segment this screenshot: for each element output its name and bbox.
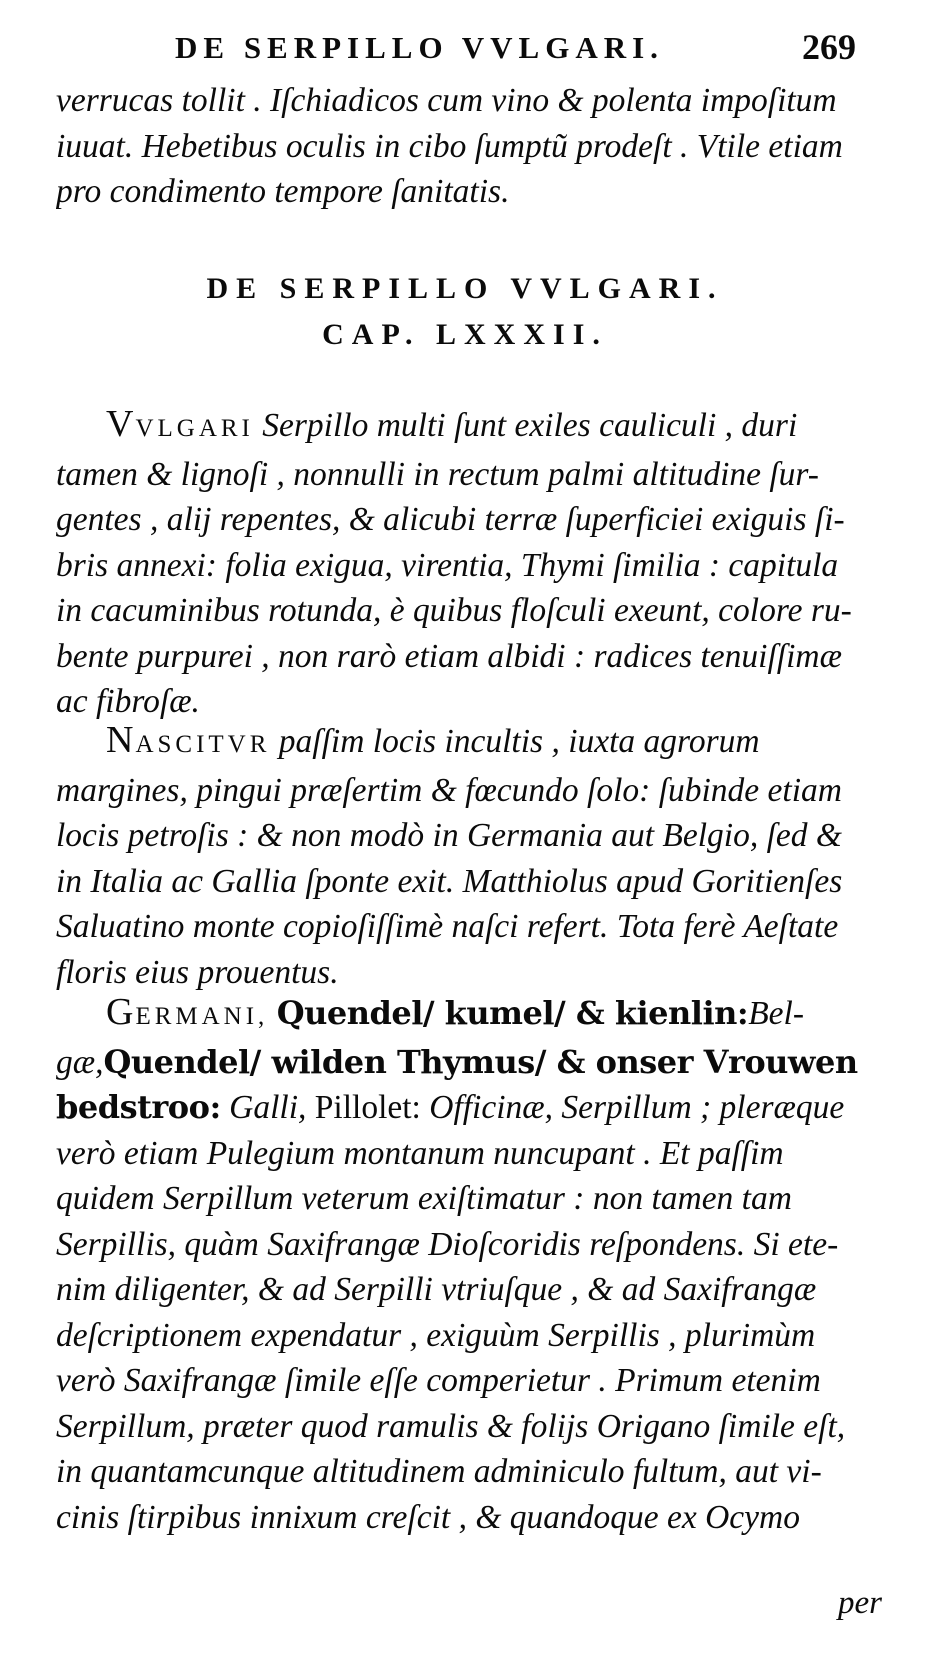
text-line: ac fibroſæ. — [56, 683, 200, 720]
text-line: in Italia ac Gallia ſponte exit. Matthiolus apud Goritienſes — [56, 862, 843, 900]
lead-word: NASCITVR — [106, 719, 271, 761]
page-number: 269 — [802, 27, 856, 67]
text-line: GERMANI, Quendel/ kumel/ & kienlin:Bel- — [106, 991, 804, 1033]
text-line: VVLGARI Serpillo multi ſunt exiles cauliculi , duri — [106, 403, 798, 445]
text-line: floris eius prouentus. — [56, 953, 339, 991]
text-line: Serpillis, quàm Saxifrangæ Dioſcoridis reſpondens. Si ete- — [56, 1225, 839, 1263]
chapter-number: CAP. LXXXII. — [322, 318, 608, 351]
text-line: in cacuminibus rotunda, è quibus floſculi exeunt, colore ru- — [56, 592, 852, 629]
dutch-names: Quendel/ wilden Thymus/ & onser Vrouwen — [103, 1042, 858, 1081]
french-name: Pillolet: — [314, 1089, 421, 1126]
text-line: Serpillum, præter quod ramulis & folijs Origano ſimile eſt, — [56, 1407, 846, 1445]
german-names: Quendel/ kumel/ & kienlin: — [276, 994, 749, 1032]
text-line: NASCITVR paſſim locis incultis , iuxta agrorum — [106, 719, 760, 761]
text-line: verò etiam Pulegium montanum nuncupant . Et paſſim — [56, 1134, 784, 1172]
text-line: verrucas tollit . Iſchiadicos cum vino & polenta impoſitum — [56, 82, 837, 119]
text-line: gæ,Quendel/ wilden Thymus/ & onser Vrouwen — [56, 1042, 858, 1081]
text-line: locis petroſis : & non modò in Germania aut Belgio, ſed & — [56, 817, 842, 854]
catchword: per — [838, 1585, 882, 1621]
text-line: margines, pingui præſertim & fœcundo ſolo: ſubinde etiam — [56, 771, 842, 809]
text-line: tamen & lignoſi , nonnulli in rectum palmi altitudine ſur- — [56, 455, 819, 493]
text-line: cinis ſtirpibus innixum creſcit , & quandoque ex Ocymo — [56, 1498, 800, 1536]
description-paragraph — [56, 402, 876, 725]
running-title: DE SERPILLO VVLGARI. — [175, 30, 664, 65]
lead-word: VVLGARI — [106, 403, 254, 445]
chapter-title: DE SERPILLO VVLGARI. — [206, 272, 724, 305]
text-line: verò Saxifrangæ ſimile eſſe comperietur . Primum etenim — [56, 1362, 821, 1399]
text-line: deſcriptionem expendatur , exiguùm Serpillis , plurimùm — [56, 1316, 816, 1354]
text-line: pro condimento tempore ſanitatis. — [56, 173, 510, 210]
dutch-names-end: bedstroo: — [56, 1088, 221, 1126]
lead-word: GERMANI, — [106, 991, 269, 1033]
text-line: nim diligenter, & ad Serpilli vtriuſque , & ad Saxifrangæ — [56, 1271, 817, 1308]
text-line: bris annexi: folia exigua, virentia, Thymi ſimilia : capitula — [56, 546, 839, 584]
text-line: quidem Serpillum veterum exiſtimatur : non tamen tam — [56, 1180, 792, 1217]
continuation-paragraph — [56, 78, 876, 215]
names-paragraph — [56, 990, 876, 1540]
text-line: iuuat. Hebetibus oculis in cibo ſumptũ prodeſt . Vtile etiam — [56, 127, 843, 165]
text-line: bente purpurei , non rarò etiam albidi : radices tenuiſſimæ — [56, 637, 842, 675]
text-line: gentes , alij repentes, & alicubi terræ ſuperficiei exiguis ſi- — [56, 501, 845, 538]
text-line: bedstroo: Galli, Pillolet: Officinæ, Serpillum ; pleræque — [56, 1088, 845, 1126]
text-line: Saluatino monte copioſiſſimè naſci refert. Tota ferè Aeſtate — [56, 908, 839, 945]
habitat-paragraph — [56, 718, 876, 995]
text-line: in quantamcunque altitudinem adminiculo fultum, aut vi- — [56, 1453, 822, 1490]
